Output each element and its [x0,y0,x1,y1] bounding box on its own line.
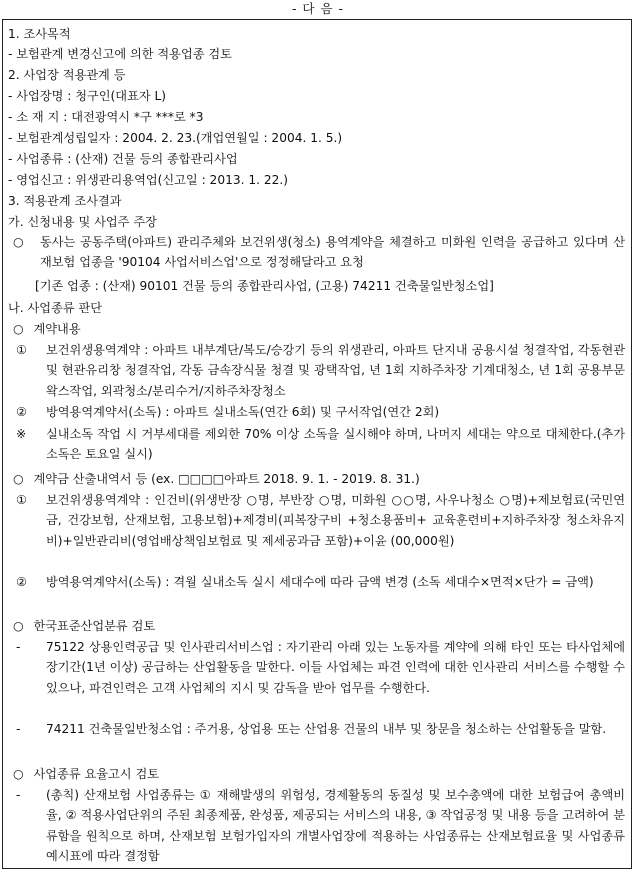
calc-item-1 [8,490,625,551]
contract-item-1 [8,340,625,401]
section-2-item-address: - 소 재 지 : 대전광역시 *구 ***로 *3 [8,110,204,124]
page-header: - 다 음 - [291,1,345,16]
number-2-marker: ② [16,405,27,419]
number-2-marker: ② [16,575,27,589]
calc-title: 계약금 산출내역서 등 (ex. □□□□아파트 2018. 9. 1. - 2019. 8. 31.) [33,472,420,486]
calc-item-1-text: 보건위생용역계약 : 인건비(위생반장 ○명, 부반장 ○명, 미화원 ○○명, 사우나청소 ○명)+제보험료(국민연금, 건강보험, 산재보험, 고용보험)+제경비(피복장구비 +청소용품비+ 교육훈련비+지하주차장 청소차유지비)+일반관리비(영업배상책임보험료 및 제세공과금 포함)+이윤 (00,000원) [46,493,625,548]
section-3-title: 3. 적용관계 조사결과 [8,194,122,208]
reference-mark-icon: ※ [16,427,27,441]
rate-title: 사업종류 요율고시 검토 [33,767,159,781]
sub-ga-title: 가. 신청내용 및 사업주 주장 [8,215,157,229]
contract-item-2 [8,402,625,422]
section-2-item-date: - 보험관계성립일자 : 2004. 2. 23.(개업연월일 : 2004. 1. 5.) [8,131,343,145]
circle-marker-icon: ○ [13,619,24,633]
ksic-item-2 [8,719,625,739]
circle-marker-icon: ○ [13,472,24,486]
circle-marker-icon: ○ [13,767,24,781]
ga-text: 동사는 공동주택(아파트) 관리주체와 보건위생(청소) 용역계약을 체결하고 미화원 인력을 공급하고 있다며 산재보험 업종을 '90104 사업서비스업'으로 정정해달라고 요청 [40,235,625,270]
number-1-marker: ① [16,493,27,507]
section-1-title: 1. 조사목적 [8,27,71,41]
contract-note [8,424,625,465]
section-2-item-type: - 사업종류 : (산재) 건물 등의 종합관리사업 [8,152,238,166]
rate-heading [13,766,159,782]
sub-na-title: 나. 사업종류 판단 [8,301,103,315]
contract-item-2-text: 방역용역계약서(소독) : 아파트 실내소독(연간 6회) 및 구서작업(연간 2회) [46,405,440,419]
circle-marker-icon: ○ [13,235,24,249]
dash-marker: - [16,640,21,654]
ga-paragraph [8,232,625,273]
ksic-item-1-text: 75122 상용인력공급 및 인사관리서비스업 : 자기관리 아래 있는 노동자를 계약에 의해 타인 또는 타사업체에 장기간(1년 이상) 공급하는 산업활동을 말한다. 이들 사업체는 파견 인력에 대한 인사관리 서비스를 수행할 수 있으나, 파견인력은 고객 사업체의 지시 및 감독을 받아 업무를 수행한다. [46,640,625,695]
contract-note-text: 실내소독 작업 시 거부세대를 제외한 70% 이상 소독을 실시해야 하며, 나머지 세대는 약으로 대체한다.(추가소독은 토요일 실시) [46,427,625,462]
rate-item-1-text: (총칙) 산재보험 사업종류는 ① 재해발생의 위험성, 경제활동의 동질성 및 보수총액에 대한 보험급여 총액비율, ② 적용사업단위의 주된 최종제품, 완성품, 제공되는 서비스의 내용, ③ 작업공정 및 내용 등을 고려하여 분류함을 원칙으로 하며, 산재보험 보험가입자의 개별사업장에 적용하는 사업종류는 산재보험료율 및 사업종류예시표에 따라 결정함 [46,788,625,863]
number-1-marker: ① [16,343,27,357]
ksic-heading [13,618,155,634]
calc-item-2 [8,572,625,592]
section-2-title: 2. 사업장 적용관계 등 [8,68,126,82]
ksic-title: 한국표준산업분류 검토 [33,619,156,633]
calc-heading [13,471,420,487]
calc-item-2-text: 방역용역계약서(소독) : 격월 실내소독 실시 세대수에 따라 금액 변경 (소독 세대수×면적×단가 = 금액) [46,575,594,589]
section-2-item-license: - 영업신고 : 위생관리용역업(신고일 : 2013. 1. 22.) [8,173,288,187]
dash-marker: - [16,788,21,802]
dash-marker: - [16,722,21,736]
ksic-item-1 [8,637,625,698]
ksic-item-2-text: 74211 건축물일반청소업 : 주거용, 상업용 또는 산업용 건물의 내부 및 창문을 청소하는 산업활동을 말함. [46,722,607,736]
contract-title: 계약내용 [33,322,81,336]
ga-note: [기존 업종 : (산재) 90101 건물 등의 종합관리사업, (고용) 74211 건축물일반청소업] [35,279,494,293]
document-box [2,19,632,869]
section-1-item: - 보험관계 변경신고에 의한 적용업종 검토 [8,47,232,61]
contract-item-1-text: 보건위생용역계약 : 아파트 내부계단/복도/승강기 등의 위생관리, 아파트 단지내 공용시설 청결작업, 각동현관 및 현관유리창 청결작업, 각동 금속장식물 청결 및 광택작업, 년 1회 지하주차장 기계대청소, 년 1회 공용부문 왁스작업, 외곽청소/분리수거/지하주차장청소 [46,343,625,398]
contract-heading [13,321,81,337]
circle-marker-icon: ○ [13,322,24,336]
rate-item-1 [8,785,625,866]
section-2-item-name: - 사업장명 : 청구인(대표자 L) [8,89,167,103]
